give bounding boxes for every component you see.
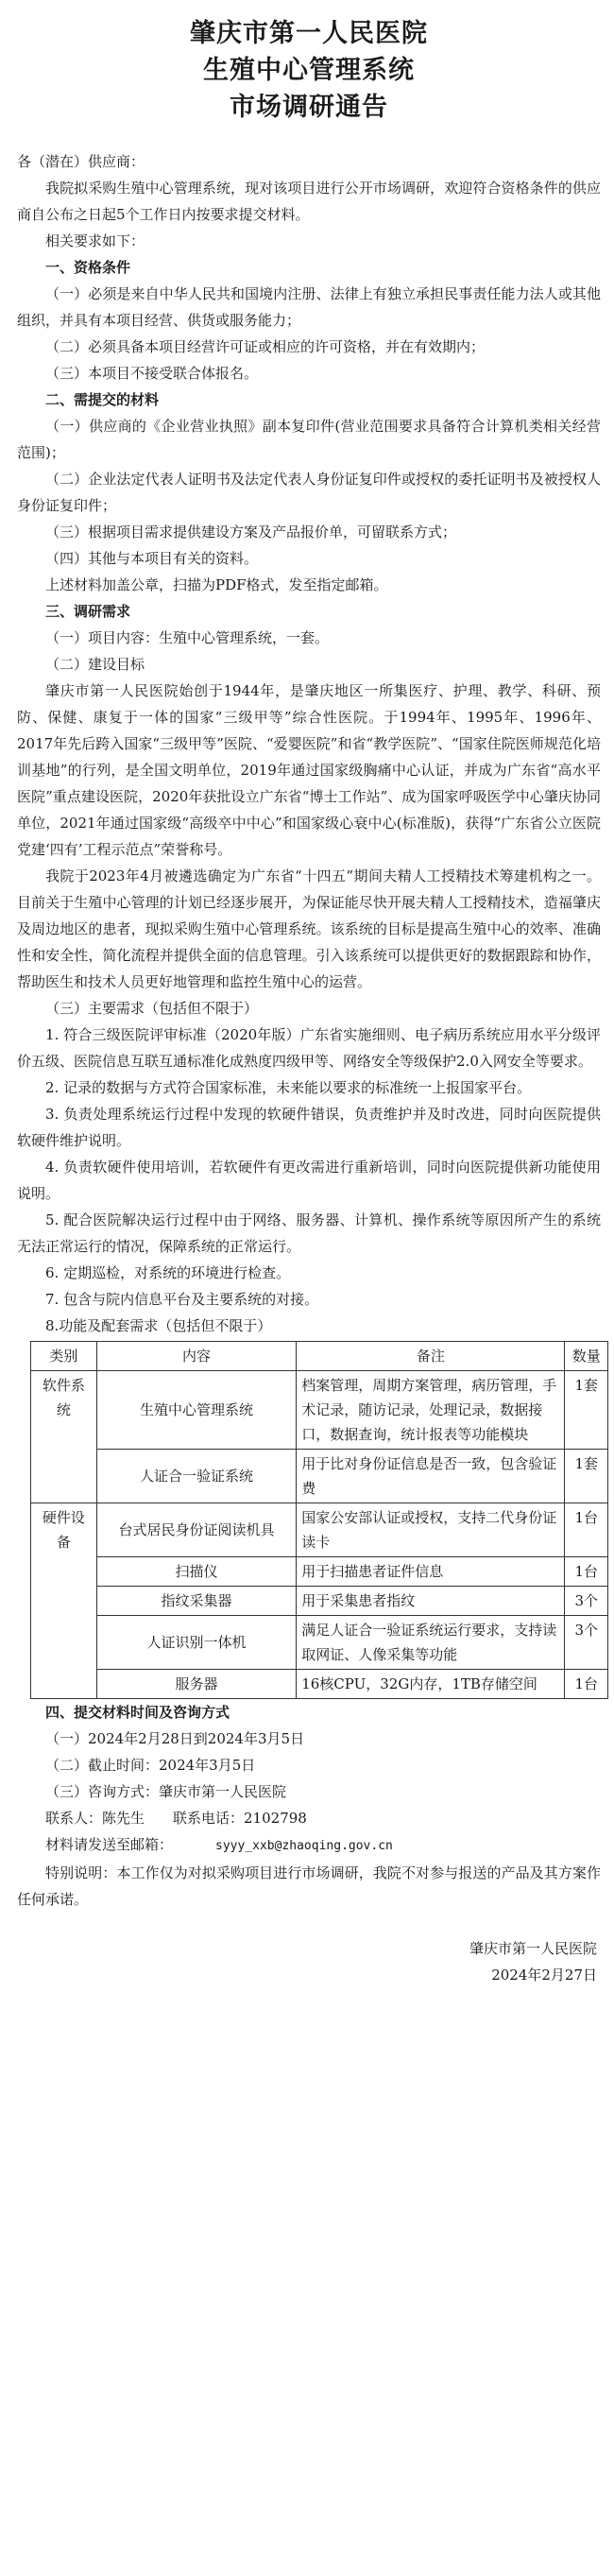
email-line — [17, 1831, 601, 1860]
content-cell: 扫描仪 — [96, 1557, 296, 1587]
content-cell: 指纹采集器 — [96, 1587, 296, 1616]
need-item: 8.功能及配套需求（包括但不限于） — [45, 1317, 272, 1334]
qualification-item: （二）必须具备本项目经营许可证或相应的许可资格，并在有效期内； — [45, 338, 486, 355]
remark-cell: 用于扫描患者证件信息 — [297, 1557, 565, 1587]
title-spacer — [17, 126, 601, 148]
hospital-title: 肇庆市第一人民医院 — [190, 19, 428, 48]
intro-paragraph: 我院拟采购生殖中心管理系统，现对该项目进行公开市场调研，欢迎符合资格条件的供应商自公布之日起5个工作日内按要求提交材料。 — [17, 180, 601, 223]
need-item: 4. 负责软硬件使用培训，若软硬件有更改需进行重新培训，同时向医院提供新功能使用说明。 — [17, 1159, 601, 1202]
section3-heading: 三、调研需求 — [45, 603, 131, 620]
system-title: 生殖中心管理系统 — [203, 56, 415, 85]
remark-cell: 16核CPU，32G内存，1TB存储空间 — [297, 1670, 565, 1699]
qualification-item: （一）必须是来自中华人民共和国境内注册、法律上有独立承担民事责任能力法人或其他组织，并具有本项目经营、供货或服务能力； — [17, 285, 601, 329]
qty-cell: 3个 — [565, 1587, 608, 1616]
qty-cell: 1套 — [565, 1450, 608, 1503]
contact-person: 联系人：陈先生 — [45, 1810, 145, 1827]
hospital-profile-paragraph: 肇庆市第一人民医院始创于1944年，是肇庆地区一所集医疗、护理、教学、科研、预防、保健、康复于一体的国家“三级甲等”综合性医院。于1994年、1995年、1996年、2017年先后跨入国家“三级甲等”医院、“爱婴医院”和省“教学医院”、“国家住院医师规范化培训基地”的行列，是全国文明单位，2019年通过国家级胸痛中心认证，并成为广东省“高水平医院”重点建设医院，2020年获批设立广东省“博士工作站”、成为国家呼吸医学中心肇庆协同单位，2021年通过国家级“高级卒中中心”和国家级心衰中心(标准版)，获得“广东省公立医院党建‘四有’工程示范点”荣誉称号。 — [17, 682, 601, 858]
material-item: （三）根据项目需求提供建设方案及产品报价单，可留联系方式； — [45, 524, 457, 541]
need-item: 5. 配合医院解决运行过程中由于网络、服务器、计算机、操作系统等原因所产生的系统无法正常运行的情况，保障系统的正常运行。 — [17, 1211, 601, 1255]
need-item: 6. 定期巡检，对系统的环境进行检查。 — [45, 1264, 291, 1281]
contact-line — [17, 1805, 601, 1831]
submission-period: （一）2024年2月28日到2024年3月5日 — [45, 1730, 305, 1747]
remark-cell: 用于采集患者指纹 — [297, 1587, 565, 1616]
goal-heading: （二）建设目标 — [45, 656, 145, 673]
salutation: 各（潜在）供应商： — [17, 153, 145, 170]
content-cell: 服务器 — [96, 1670, 296, 1699]
category-cell: 软件系统 — [31, 1371, 97, 1503]
material-note: 上述材料加盖公章，扫描为PDF格式，发至指定邮箱。 — [45, 576, 388, 593]
content-cell: 人证合一验证系统 — [96, 1450, 296, 1503]
table-row — [31, 1371, 608, 1450]
special-note: 特别说明：本工作仅为对拟采购项目进行市场调研，我院不对参与报送的产品及其方案作任何承诺。 — [17, 1864, 601, 1908]
table-row — [31, 1670, 608, 1699]
contact-phone: 联系电话：2102798 — [173, 1810, 307, 1827]
header-content: 内容 — [96, 1342, 296, 1371]
section2-heading: 二、需提交的材料 — [45, 391, 160, 408]
email-label: 材料请发送至邮箱： — [45, 1836, 174, 1853]
remark-cell: 国家公安部认证或授权，支持二代身份证读卡 — [297, 1503, 565, 1557]
goal-paragraph: 我院于2023年4月被遴选确定为广东省“十四五”期间夫精人工授精技术筹建机构之一。目前关于生殖中心管理的计划已经逐步展开，为保证能尽快开展夫精人工授精技术，造福肇庆及周边地区的患者，现拟采购生殖中心管理系统。该系统的目标是提高生殖中心的效率、准确性和安全性，简化流程并提供全面的信息管理。引入该系统可以提供更好的数据跟踪和协作，帮助医生和技术人员更好地管理和监控生殖中心的运营。 — [17, 867, 601, 990]
header-remark: 备注 — [297, 1342, 565, 1371]
need-item: 7. 包含与院内信息平台及主要系统的对接。 — [45, 1291, 319, 1308]
qty-cell: 3个 — [565, 1616, 608, 1670]
need-item: 3. 负责处理系统运行过程中发现的软硬件错误，负责维护并及时改进，同时向医院提供软硬件维护说明。 — [17, 1106, 601, 1149]
qualification-item: （三）本项目不接受联合体报名。 — [45, 365, 259, 382]
signature-org: 肇庆市第一人民医院 — [469, 1940, 597, 1957]
requirements-intro: 相关要求如下： — [45, 232, 145, 249]
material-item: （二）企业法定代表人证明书及法定代表人身份证复印件或授权的委托证明书及被授权人身份证复印件； — [17, 471, 601, 514]
header-qty: 数量 — [565, 1342, 608, 1371]
header-type: 类别 — [31, 1342, 97, 1371]
qty-cell: 1台 — [565, 1503, 608, 1557]
deadline: （二）截止时间：2024年3月5日 — [45, 1757, 256, 1774]
need-item: 2. 记录的数据与方式符合国家标准，未来能以要求的标准统一上报国家平台。 — [45, 1079, 532, 1096]
table-row — [31, 1503, 608, 1557]
remark-cell: 满足人证合一验证系统运行要求，支持读取网证、人像采集等功能 — [297, 1616, 565, 1670]
function-table — [30, 1341, 608, 1699]
qty-cell: 1台 — [565, 1557, 608, 1587]
qty-cell: 1台 — [565, 1670, 608, 1699]
signature-spacer — [17, 1913, 601, 1935]
table-row — [31, 1616, 608, 1670]
notice-title: 市场调研通告 — [230, 93, 388, 122]
remark-cell: 用于比对身份证信息是否一致，包含验证费 — [297, 1450, 565, 1503]
content-cell: 人证识别一体机 — [96, 1616, 296, 1670]
content-cell: 台式居民身份证阅读机具 — [96, 1503, 296, 1557]
qty-cell: 1套 — [565, 1371, 608, 1450]
main-needs-heading: （三）主要需求（包括但不限于） — [45, 1000, 259, 1017]
table-row — [31, 1587, 608, 1616]
section1-heading: 一、资格条件 — [45, 259, 131, 276]
project-content: （一）项目内容：生殖中心管理系统，一套。 — [45, 629, 330, 646]
consult-method: （三）咨询方式：肇庆市第一人民医院 — [45, 1783, 287, 1800]
category-cell: 硬件设备 — [31, 1503, 97, 1699]
material-item: （四）其他与本项目有关的资料。 — [45, 550, 259, 567]
section4-heading: 四、提交材料时间及咨询方式 — [45, 1704, 230, 1721]
material-item: （一）供应商的《企业营业执照》副本复印件(营业范围要求具备符合计算机类相关经营范围)； — [17, 418, 601, 461]
table-row — [31, 1557, 608, 1587]
signature-date: 2024年2月27日 — [491, 1966, 597, 1984]
email-address[interactable]: syyy_xxb@zhaoqing.gov.cn — [215, 1839, 393, 1853]
remark-cell: 档案管理，周期方案管理，病历管理，手术记录，随访记录，处理记录，数据接口，数据查询，统计报表等功能模块 — [297, 1371, 565, 1450]
content-cell: 生殖中心管理系统 — [96, 1371, 296, 1450]
table-header-row — [31, 1342, 608, 1371]
table-row — [31, 1450, 608, 1503]
need-item: 1. 符合三级医院评审标准（2020年版）广东省实施细则、电子病历系统应用水平分级评价五级、医院信息互联互通标准化成熟度四级甲等、网络安全等级保护2.0入网安全等要求。 — [17, 1026, 601, 1070]
